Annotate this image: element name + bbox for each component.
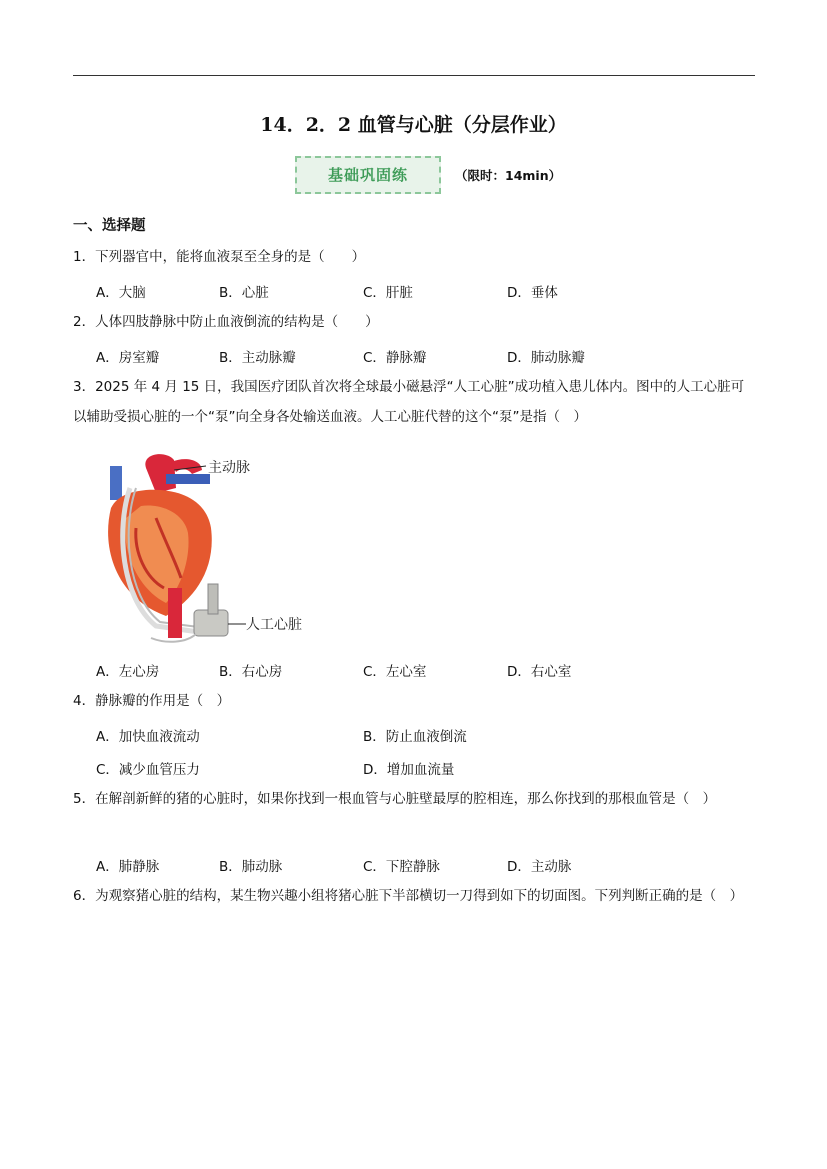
option[interactable]: B．肺动脉 — [219, 859, 283, 875]
artificial-heart-figure — [96, 448, 331, 648]
option[interactable]: C．减少血管压力 — [96, 762, 200, 778]
question-3: 3．2025 年 4 月 15 日，我国医疗团队首次将全球最小磁悬浮“人工心脏”成功植入患儿体内。图中的人工心脏可以辅助受损心脏的一个“泵”向全身各处输送血液。人工心脏代替的这个“泵”是指（ ） — [73, 379, 745, 425]
question-4: 4．静脉瓣的作用是（ ） — [73, 693, 231, 709]
section-heading: 一、选择题 — [73, 218, 146, 234]
option[interactable]: D．增加血流量 — [363, 762, 455, 778]
option[interactable]: D．右心室 — [507, 664, 572, 680]
option[interactable]: D．垂体 — [507, 285, 558, 301]
page-title: 14．2．2 血管与心脏（分层作业） — [260, 114, 567, 136]
option[interactable]: A．加快血液流动 — [96, 729, 200, 745]
option[interactable]: B．防止血液倒流 — [363, 729, 467, 745]
question-2: 2．人体四肢静脉中防止血液倒流的结构是（ ） — [73, 314, 379, 330]
option[interactable]: A．房室瓣 — [96, 350, 160, 366]
option[interactable]: C．肝脏 — [363, 285, 413, 301]
question-1: 1．下列器官中，能将血液泵至全身的是（ ） — [73, 249, 366, 265]
option[interactable]: B．心脏 — [219, 285, 269, 301]
option[interactable]: C．左心室 — [363, 664, 427, 680]
question-4-options-row2 — [96, 758, 596, 782]
option[interactable]: D．肺动脉瓣 — [507, 350, 585, 366]
option[interactable]: A．大脑 — [96, 285, 146, 301]
option[interactable]: A．肺静脉 — [96, 859, 160, 875]
option[interactable]: B．主动脉瓣 — [219, 350, 296, 366]
header-rule — [73, 75, 755, 76]
option[interactable]: C．静脉瓣 — [363, 350, 427, 366]
time-limit: （限时：14min） — [455, 168, 562, 183]
question-5: 5．在解剖新鲜的猪的心脏时，如果你找到一根血管与心脏壁最厚的腔相连，那么你找到的那根血管是（ ） — [73, 791, 717, 807]
option[interactable]: D．主动脉 — [507, 859, 572, 875]
option[interactable]: C．下腔静脉 — [363, 859, 440, 875]
option[interactable]: B．右心房 — [219, 664, 283, 680]
option[interactable]: A．左心房 — [96, 664, 160, 680]
question-6: 6．为观察猪心脏的结构，某生物兴趣小组将猪心脏下半部横切一刀得到如下的切面图。下列判断正确的是（ ） — [73, 888, 744, 904]
label-aorta: 主动脉 — [208, 460, 250, 476]
label-artificial-heart: 人工心脏 — [246, 617, 302, 633]
level-badge: 基础巩固练 — [295, 156, 441, 194]
question-4-options-row1 — [96, 725, 596, 749]
